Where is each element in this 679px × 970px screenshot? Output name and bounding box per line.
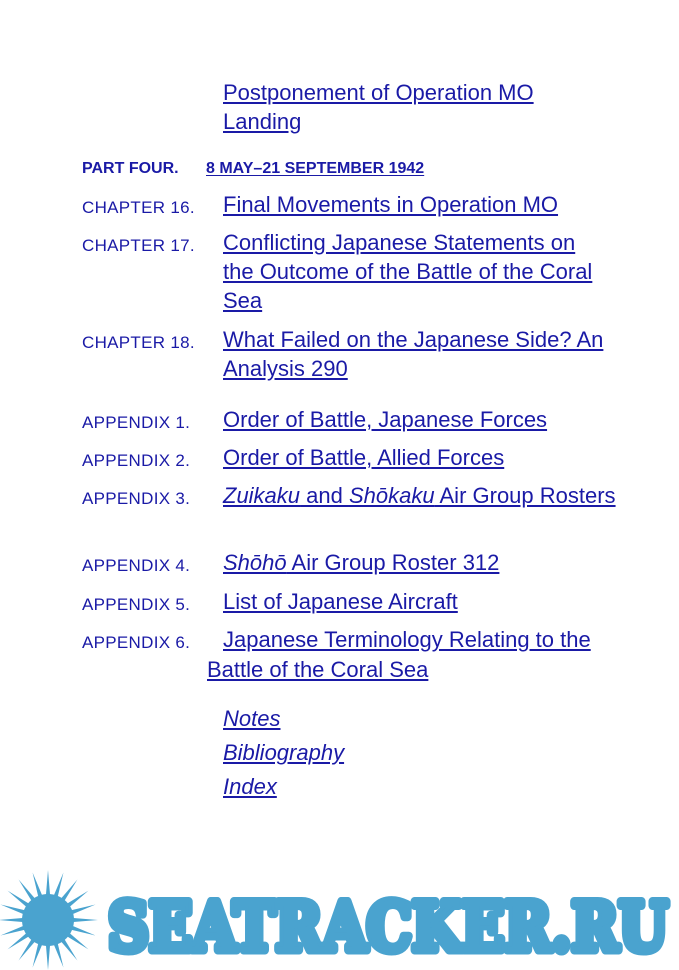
sun-ray xyxy=(66,932,88,949)
sun-ray xyxy=(0,925,25,935)
ship-name-shoho: Shōhō xyxy=(223,550,287,575)
sun-ray xyxy=(19,880,36,902)
sun-ray xyxy=(46,944,50,970)
toc-link-appendix-1[interactable]: Order of Battle, Japanese Forces xyxy=(223,407,548,432)
sun-ray xyxy=(0,918,24,922)
toc-entry-title[interactable] xyxy=(223,405,618,434)
toc-entry-title[interactable] xyxy=(207,481,627,511)
toc-entry-title[interactable] xyxy=(223,587,618,616)
sun-ray xyxy=(46,870,50,896)
appendix-label: APPENDIX 5. xyxy=(82,595,191,614)
toc-link-appendix-5[interactable]: List of Japanese Aircraft xyxy=(223,589,458,614)
watermark-text-outline: SEATRACKER.RU xyxy=(108,888,668,966)
toc-entry-title[interactable] xyxy=(223,78,603,136)
sun-ray xyxy=(60,880,77,902)
chapter-label: CHAPTER 17. xyxy=(82,236,195,255)
title-rest: Air Group Rosters xyxy=(434,483,616,508)
sun-ray xyxy=(60,938,77,960)
toc-link-appendix-6[interactable]: Japanese Terminology Relating to the Battle of the Coral Sea xyxy=(207,627,591,682)
sun-ray xyxy=(8,891,30,908)
toc-entry-title[interactable] xyxy=(223,443,618,472)
toc-link-chapter-16[interactable]: Final Movements in Operation MO xyxy=(223,192,559,217)
toc-link-bibliography[interactable]: Bibliography xyxy=(223,740,345,765)
sun-ray xyxy=(53,872,63,897)
sun-ray xyxy=(70,905,95,915)
toc-entry-title[interactable] xyxy=(207,625,627,685)
toc-entry-title[interactable] xyxy=(223,228,603,315)
sun-ray xyxy=(53,942,63,967)
toc-link-postponement[interactable]: Postponement of Operation MO Landing xyxy=(223,80,534,134)
toc-link-appendix-2[interactable]: Order of Battle, Allied Forces xyxy=(223,445,505,470)
toc-entry-title[interactable] xyxy=(223,325,618,383)
appendix-label: APPENDIX 1. xyxy=(82,413,191,432)
sun-ray xyxy=(70,925,95,935)
toc-link-appendix-3[interactable] xyxy=(223,483,616,508)
toc-link-chapter-17[interactable]: Conflicting Japanese Statements on the Outcome of the Battle of the Coral Sea xyxy=(223,230,593,313)
title-rest: Air Group Roster 312 xyxy=(286,550,500,575)
part-label: PART FOUR. xyxy=(82,160,179,177)
toc-link-notes[interactable]: Notes xyxy=(223,706,281,731)
title-conjunction: and xyxy=(300,483,349,508)
ship-name-shokaku: Shōkaku xyxy=(348,483,435,508)
sun-ray xyxy=(8,932,30,949)
toc-entry-title[interactable] xyxy=(223,548,618,577)
sun-ray xyxy=(72,918,98,922)
part-dates-link[interactable]: 8 MAY–21 SEPTEMBER 1942 xyxy=(206,160,425,177)
chapter-label: CHAPTER 16. xyxy=(82,198,195,217)
sun-ray xyxy=(0,905,25,915)
ship-name-zuikaku: Zuikaku xyxy=(223,483,301,508)
appendix-label: APPENDIX 6. xyxy=(82,633,191,652)
part-heading xyxy=(82,160,425,178)
sun-ray xyxy=(66,891,88,908)
sun-ray xyxy=(33,942,43,967)
appendix-label: APPENDIX 4. xyxy=(82,556,191,575)
toc-link-chapter-18[interactable]: What Failed on the Japanese Side? An Analysis 290 xyxy=(223,327,604,381)
watermark-text: SEATRACKER.RU xyxy=(108,888,668,966)
sun-ray xyxy=(33,872,43,897)
watermark-logo xyxy=(0,868,679,970)
appendix-label: APPENDIX 2. xyxy=(82,451,191,470)
appendix-label: APPENDIX 3. xyxy=(82,489,191,508)
toc-link-appendix-4[interactable] xyxy=(223,550,499,575)
chapter-label: CHAPTER 18. xyxy=(82,333,195,352)
toc-link-index[interactable]: Index xyxy=(223,774,277,799)
toc-entry-title[interactable] xyxy=(223,190,603,219)
sun-burst-icon xyxy=(0,870,98,970)
sun-ray xyxy=(19,938,36,960)
